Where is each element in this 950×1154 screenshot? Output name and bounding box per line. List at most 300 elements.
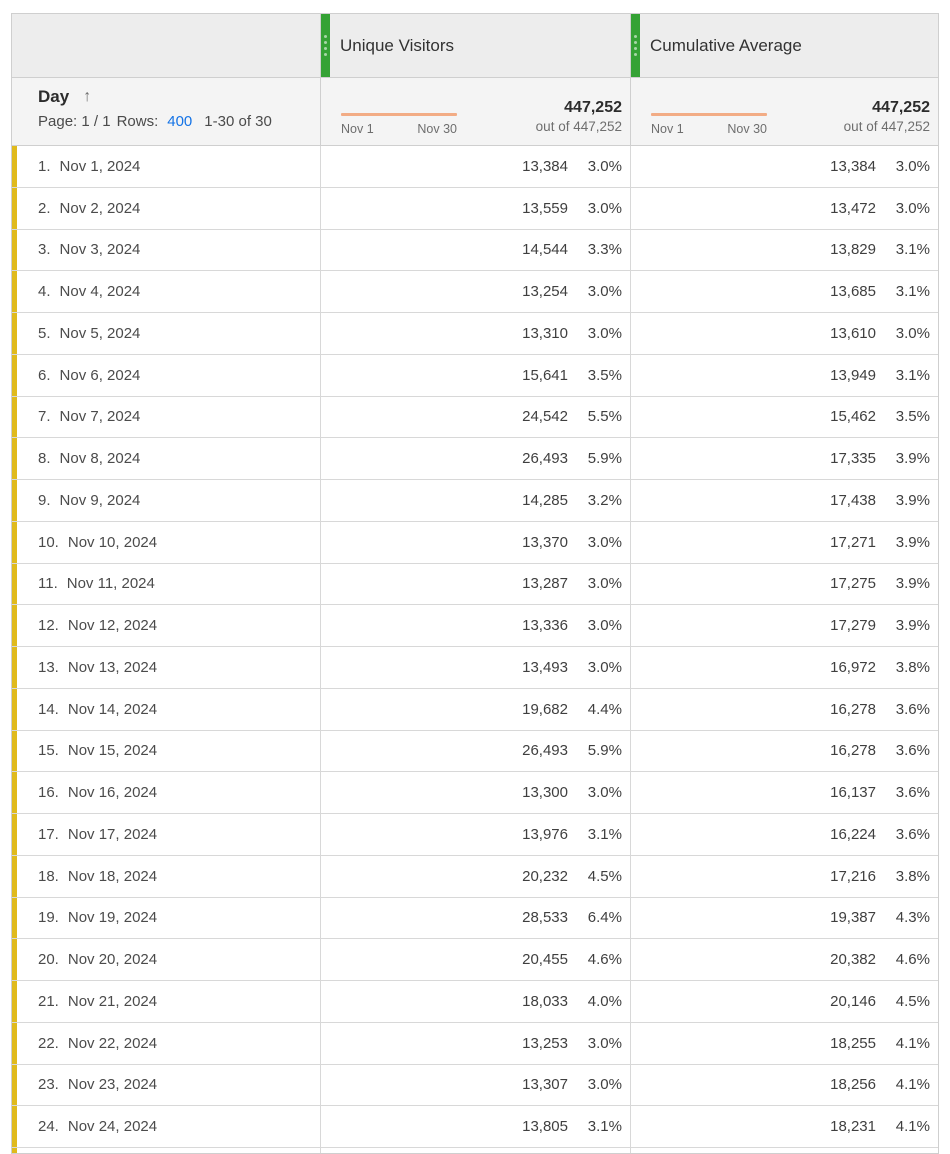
row-marker-stripe [12, 271, 17, 312]
unique-visitors-percent: 4.4% [587, 700, 622, 718]
dimension-cell[interactable] [12, 480, 321, 521]
dimension-cell[interactable] [12, 438, 321, 479]
unique-visitors-value: 13,559 [522, 199, 568, 217]
row-rank: 10. [38, 533, 59, 551]
cumulative-average-value: 18,231 [830, 1118, 876, 1136]
unique-visitors-cell[interactable] [321, 522, 631, 563]
unique-visitors-value: 19,682 [522, 700, 568, 718]
row-date[interactable]: Nov 1, 2024 [59, 157, 141, 175]
table-row [12, 981, 938, 1023]
cumulative-average-cell[interactable] [631, 898, 938, 939]
table-row [12, 438, 938, 480]
cumulative-average-percent: 3.1% [895, 283, 930, 301]
table-body [12, 146, 938, 1148]
cumulative-average-value: 16,278 [830, 700, 876, 718]
unique-visitors-cell[interactable] [321, 397, 631, 438]
unique-visitors-percent: 4.6% [587, 951, 622, 969]
unique-visitors-percent: 3.0% [587, 157, 622, 175]
unique-visitors-cell[interactable] [321, 146, 631, 187]
row-rank: 8. [38, 450, 51, 468]
dimension-cell[interactable] [12, 981, 321, 1022]
cumulative-average-cell[interactable] [631, 146, 938, 187]
cumulative-average-value: 17,335 [830, 450, 876, 468]
cumulative-average-percent: 3.1% [895, 241, 930, 259]
dimension-cell[interactable] [12, 1023, 321, 1064]
cumulative-average-cell[interactable] [631, 1023, 938, 1064]
row-rank: 13. [38, 658, 59, 676]
table-row [12, 1065, 938, 1107]
table-row [12, 1023, 938, 1065]
unique-visitors-percent: 3.2% [587, 491, 622, 509]
row-marker-stripe [12, 313, 17, 354]
cumulative-average-percent: 3.8% [895, 658, 930, 676]
column-drag-handle-icon[interactable] [631, 14, 640, 77]
dimension-cell[interactable] [12, 522, 321, 563]
metric-column-header[interactable] [321, 14, 631, 77]
unique-visitors-cell[interactable] [321, 313, 631, 354]
unique-visitors-percent: 3.3% [587, 241, 622, 259]
cumulative-average-value: 16,137 [830, 784, 876, 802]
row-rank: 20. [38, 951, 59, 969]
metric-total: 447,252 [872, 99, 930, 117]
dimension-cell[interactable] [12, 939, 321, 980]
row-date[interactable]: Nov 2, 2024 [59, 199, 141, 217]
unique-visitors-cell[interactable] [321, 355, 631, 396]
table-row [12, 647, 938, 689]
cumulative-average-percent: 3.1% [895, 366, 930, 384]
row-date[interactable]: Nov 15, 2024 [67, 742, 158, 760]
dimension-header-blank [12, 14, 321, 77]
cumulative-average-value: 17,279 [830, 617, 876, 635]
cumulative-average-cell[interactable] [631, 731, 938, 772]
dimension-cell[interactable] [12, 188, 321, 229]
row-marker-stripe [12, 522, 17, 563]
dimension-cell[interactable] [12, 856, 321, 897]
unique-visitors-percent: 5.9% [587, 742, 622, 760]
unique-visitors-percent: 3.5% [587, 366, 622, 384]
row-rank: 2. [38, 199, 51, 217]
cumulative-average-value: 13,384 [830, 157, 876, 175]
cumulative-average-cell[interactable] [631, 689, 938, 730]
cumulative-average-cell[interactable] [631, 939, 938, 980]
cumulative-average-value: 20,146 [830, 992, 876, 1010]
row-marker-stripe [12, 1148, 17, 1154]
unique-visitors-percent: 3.0% [587, 324, 622, 342]
row-date[interactable]: Nov 10, 2024 [67, 533, 158, 551]
cumulative-average-cell[interactable] [631, 1106, 938, 1147]
unique-visitors-percent: 6.4% [587, 909, 622, 927]
unique-visitors-percent: 3.0% [587, 283, 622, 301]
row-marker-stripe [12, 1106, 17, 1147]
cumulative-average-cell[interactable] [631, 313, 938, 354]
dimension-cell[interactable] [12, 564, 321, 605]
cumulative-average-percent: 3.9% [895, 491, 930, 509]
totals-header-row [12, 78, 938, 146]
unique-visitors-percent: 3.0% [587, 1034, 622, 1052]
cumulative-average-percent: 3.6% [895, 784, 930, 802]
cumulative-average-percent: 3.6% [895, 700, 930, 718]
cumulative-average-cell[interactable] [631, 522, 938, 563]
row-date[interactable]: Nov 12, 2024 [67, 617, 158, 635]
cumulative-average-percent: 3.6% [895, 825, 930, 843]
row-date[interactable]: Nov 4, 2024 [59, 283, 141, 301]
unique-visitors-cell[interactable] [321, 731, 631, 772]
unique-visitors-cell[interactable] [321, 898, 631, 939]
cumulative-average-value: 13,685 [830, 283, 876, 301]
cumulative-average-cell[interactable] [631, 772, 938, 813]
partial-row-metric-cell [321, 1148, 631, 1154]
rows-range: 1-30 of 30 [204, 113, 272, 130]
sparkline-start-label: Nov 1 [341, 122, 374, 136]
trend-sparkline [341, 113, 457, 136]
cumulative-average-percent: 3.0% [895, 199, 930, 217]
table-row [12, 397, 938, 439]
table-row [12, 814, 938, 856]
row-rank: 12. [38, 617, 59, 635]
table-row [12, 480, 938, 522]
cumulative-average-cell[interactable] [631, 188, 938, 229]
row-date[interactable]: Nov 21, 2024 [67, 992, 158, 1010]
table-row [12, 313, 938, 355]
cumulative-average-cell[interactable] [631, 271, 938, 312]
unique-visitors-value: 13,300 [522, 784, 568, 802]
unique-visitors-value: 13,493 [522, 658, 568, 676]
table-row [12, 230, 938, 272]
metric-header-row [12, 14, 938, 78]
dimension-cell[interactable] [12, 814, 321, 855]
cumulative-average-value: 17,216 [830, 867, 876, 885]
cumulative-average-percent: 3.9% [895, 533, 930, 551]
cumulative-average-cell[interactable] [631, 480, 938, 521]
row-marker-stripe [12, 647, 17, 688]
dimension-cell[interactable] [12, 898, 321, 939]
cumulative-average-percent: 3.9% [895, 450, 930, 468]
sparkline-end-label: Nov 30 [727, 122, 767, 136]
row-rank: 1. [38, 157, 51, 175]
unique-visitors-cell[interactable] [321, 772, 631, 813]
unique-visitors-percent: 5.9% [587, 450, 622, 468]
unique-visitors-value: 26,493 [522, 742, 568, 760]
cumulative-average-value: 18,255 [830, 1034, 876, 1052]
metric-column-header[interactable] [631, 14, 938, 77]
row-date[interactable]: Nov 19, 2024 [67, 909, 158, 927]
unique-visitors-value: 14,285 [522, 491, 568, 509]
row-marker-stripe [12, 564, 17, 605]
metric-totals-cell [321, 78, 631, 145]
unique-visitors-value: 13,307 [522, 1076, 568, 1094]
unique-visitors-percent: 3.0% [587, 784, 622, 802]
sparkline-line [651, 113, 767, 116]
cumulative-average-cell[interactable] [631, 438, 938, 479]
pagination-line [38, 113, 320, 130]
unique-visitors-value: 18,033 [522, 992, 568, 1010]
unique-visitors-percent: 3.0% [587, 533, 622, 551]
cumulative-average-percent: 4.6% [895, 951, 930, 969]
row-marker-stripe [12, 731, 17, 772]
row-date[interactable]: Nov 22, 2024 [67, 1034, 158, 1052]
unique-visitors-value: 28,533 [522, 909, 568, 927]
cumulative-average-percent: 3.0% [895, 324, 930, 342]
metric-column-label[interactable]: Cumulative Average [650, 35, 802, 55]
dimension-cell[interactable] [12, 230, 321, 271]
row-rank: 23. [38, 1076, 59, 1094]
unique-visitors-value: 13,287 [522, 575, 568, 593]
row-date[interactable]: Nov 20, 2024 [67, 951, 158, 969]
table-row [12, 689, 938, 731]
row-rank: 4. [38, 283, 51, 301]
row-marker-stripe [12, 939, 17, 980]
unique-visitors-value: 13,253 [522, 1034, 568, 1052]
dimension-cell[interactable] [12, 1106, 321, 1147]
unique-visitors-cell[interactable] [321, 647, 631, 688]
cumulative-average-percent: 4.1% [895, 1034, 930, 1052]
row-rank: 6. [38, 366, 51, 384]
cumulative-average-percent: 4.1% [895, 1118, 930, 1136]
row-marker-stripe [12, 898, 17, 939]
row-marker-stripe [12, 438, 17, 479]
dimension-cell[interactable] [12, 355, 321, 396]
row-date[interactable]: Nov 5, 2024 [59, 324, 141, 342]
cumulative-average-percent: 3.6% [895, 742, 930, 760]
cumulative-average-value: 16,224 [830, 825, 876, 843]
unique-visitors-cell[interactable] [321, 605, 631, 646]
cumulative-average-value: 19,387 [830, 909, 876, 927]
cumulative-average-value: 13,610 [830, 324, 876, 342]
unique-visitors-percent: 4.0% [587, 992, 622, 1010]
metric-column-label[interactable]: Unique Visitors [340, 35, 455, 55]
dimension-cell[interactable] [12, 146, 321, 187]
metric-totals-cell [631, 78, 938, 145]
row-date[interactable]: Nov 16, 2024 [67, 784, 158, 802]
table-row [12, 522, 938, 564]
row-rank: 16. [38, 784, 59, 802]
freeform-table [11, 13, 939, 1154]
rows-label: Rows: [116, 113, 159, 130]
row-rank: 7. [38, 408, 51, 426]
cumulative-average-percent: 3.0% [895, 157, 930, 175]
dimension-cell[interactable] [12, 647, 321, 688]
cumulative-average-percent: 3.5% [895, 408, 930, 426]
row-date[interactable]: Nov 18, 2024 [67, 867, 158, 885]
row-marker-stripe [12, 1023, 17, 1064]
row-rank: 5. [38, 324, 51, 342]
cumulative-average-value: 17,275 [830, 575, 876, 593]
cumulative-average-value: 17,438 [830, 491, 876, 509]
dimension-cell[interactable] [12, 1065, 321, 1106]
unique-visitors-value: 20,232 [522, 867, 568, 885]
cumulative-average-cell[interactable] [631, 355, 938, 396]
row-marker-stripe [12, 605, 17, 646]
partial-row-metric-cell [631, 1148, 938, 1154]
unique-visitors-value: 15,641 [522, 366, 568, 384]
partial-row [12, 1148, 938, 1154]
row-rank: 11. [38, 575, 58, 593]
row-date[interactable]: Nov 8, 2024 [59, 450, 141, 468]
unique-visitors-percent: 3.0% [587, 1076, 622, 1094]
cumulative-average-cell[interactable] [631, 981, 938, 1022]
cumulative-average-cell[interactable] [631, 814, 938, 855]
row-date[interactable]: Nov 3, 2024 [59, 241, 141, 259]
unique-visitors-cell[interactable] [321, 981, 631, 1022]
table-row [12, 939, 938, 981]
unique-visitors-cell[interactable] [321, 480, 631, 521]
table-row [12, 856, 938, 898]
cumulative-average-cell[interactable] [631, 856, 938, 897]
cumulative-average-percent: 4.1% [895, 1076, 930, 1094]
metric-total: 447,252 [564, 99, 622, 117]
unique-visitors-percent: 3.1% [587, 1118, 622, 1136]
row-marker-stripe [12, 689, 17, 730]
partial-row-dimension-cell [12, 1148, 321, 1154]
cumulative-average-cell[interactable] [631, 564, 938, 605]
dimension-cell[interactable] [12, 313, 321, 354]
column-drag-handle-icon[interactable] [321, 14, 330, 77]
row-rank: 22. [38, 1034, 59, 1052]
row-marker-stripe [12, 146, 17, 187]
table-row [12, 355, 938, 397]
row-date[interactable]: Nov 7, 2024 [59, 408, 141, 426]
unique-visitors-percent: 3.0% [587, 658, 622, 676]
unique-visitors-percent: 3.1% [587, 825, 622, 843]
row-marker-stripe [12, 772, 17, 813]
unique-visitors-percent: 3.0% [587, 617, 622, 635]
rows-per-page-link[interactable]: 400 [167, 113, 193, 130]
table-row [12, 731, 938, 773]
table-row [12, 1106, 938, 1148]
dimension-cell[interactable] [12, 271, 321, 312]
unique-visitors-percent: 4.5% [587, 867, 622, 885]
unique-visitors-percent: 5.5% [587, 408, 622, 426]
cumulative-average-value: 16,972 [830, 658, 876, 676]
cumulative-average-value: 13,472 [830, 199, 876, 217]
row-date[interactable]: Nov 6, 2024 [59, 366, 141, 384]
unique-visitors-value: 24,542 [522, 408, 568, 426]
trend-sparkline [651, 113, 767, 136]
metric-out-of: out of 447,252 [535, 119, 622, 135]
row-date[interactable]: Nov 24, 2024 [67, 1118, 158, 1136]
cumulative-average-percent: 3.9% [895, 575, 930, 593]
page-indicator: Page: 1 / 1 [38, 113, 111, 130]
unique-visitors-cell[interactable] [321, 939, 631, 980]
row-marker-stripe [12, 856, 17, 897]
unique-visitors-value: 13,805 [522, 1118, 568, 1136]
unique-visitors-cell[interactable] [321, 230, 631, 271]
row-date[interactable]: Nov 23, 2024 [67, 1076, 158, 1094]
row-rank: 24. [38, 1118, 59, 1136]
unique-visitors-cell[interactable] [321, 271, 631, 312]
row-date[interactable]: Nov 14, 2024 [67, 700, 158, 718]
unique-visitors-value: 13,384 [522, 157, 568, 175]
dimension-cell[interactable] [12, 397, 321, 438]
table-row [12, 605, 938, 647]
sparkline-line [341, 113, 457, 116]
cumulative-average-value: 13,949 [830, 366, 876, 384]
row-marker-stripe [12, 1065, 17, 1106]
unique-visitors-cell[interactable] [321, 814, 631, 855]
unique-visitors-cell[interactable] [321, 689, 631, 730]
unique-visitors-value: 20,455 [522, 951, 568, 969]
cumulative-average-cell[interactable] [631, 605, 938, 646]
unique-visitors-cell[interactable] [321, 856, 631, 897]
table-row [12, 564, 938, 606]
dimension-cell[interactable] [12, 731, 321, 772]
cumulative-average-value: 20,382 [830, 951, 876, 969]
row-rank: 14. [38, 700, 59, 718]
unique-visitors-percent: 3.0% [587, 199, 622, 217]
table-row [12, 271, 938, 313]
table-row [12, 898, 938, 940]
cumulative-average-cell[interactable] [631, 647, 938, 688]
cumulative-average-value: 13,829 [830, 241, 876, 259]
cumulative-average-cell[interactable] [631, 397, 938, 438]
row-date[interactable]: Nov 9, 2024 [59, 491, 141, 509]
row-marker-stripe [12, 188, 17, 229]
sort-ascending-icon[interactable]: ↑ [83, 88, 92, 105]
row-date[interactable]: Nov 13, 2024 [67, 658, 158, 676]
sparkline-start-label: Nov 1 [651, 122, 684, 136]
row-rank: 21. [38, 992, 59, 1010]
table-row [12, 772, 938, 814]
unique-visitors-value: 13,310 [522, 324, 568, 342]
cumulative-average-value: 15,462 [830, 408, 876, 426]
dimension-cell[interactable] [12, 605, 321, 646]
row-marker-stripe [12, 397, 17, 438]
unique-visitors-value: 13,370 [522, 533, 568, 551]
cumulative-average-percent: 3.8% [895, 867, 930, 885]
dimension-cell[interactable] [12, 772, 321, 813]
cumulative-average-value: 17,271 [830, 533, 876, 551]
row-date[interactable]: Nov 17, 2024 [67, 825, 158, 843]
row-rank: 3. [38, 241, 51, 259]
unique-visitors-cell[interactable] [321, 1106, 631, 1147]
cumulative-average-percent: 3.9% [895, 617, 930, 635]
metric-out-of: out of 447,252 [843, 119, 930, 135]
unique-visitors-value: 13,976 [522, 825, 568, 843]
unique-visitors-value: 14,544 [522, 241, 568, 259]
unique-visitors-cell[interactable] [321, 1023, 631, 1064]
sparkline-end-label: Nov 30 [417, 122, 457, 136]
unique-visitors-cell[interactable] [321, 1065, 631, 1106]
dimension-cell[interactable] [12, 689, 321, 730]
row-marker-stripe [12, 230, 17, 271]
row-rank: 18. [38, 867, 59, 885]
row-marker-stripe [12, 981, 17, 1022]
row-marker-stripe [12, 480, 17, 521]
unique-visitors-cell[interactable] [321, 564, 631, 605]
unique-visitors-cell[interactable] [321, 188, 631, 229]
row-marker-stripe [12, 814, 17, 855]
unique-visitors-value: 13,254 [522, 283, 568, 301]
row-marker-stripe [12, 355, 17, 396]
cumulative-average-cell[interactable] [631, 1065, 938, 1106]
table-row [12, 146, 938, 188]
row-date[interactable]: Nov 11, 2024 [66, 575, 155, 593]
row-rank: 9. [38, 491, 51, 509]
unique-visitors-cell[interactable] [321, 438, 631, 479]
row-rank: 19. [38, 909, 59, 927]
dimension-header-cell [12, 78, 321, 145]
cumulative-average-cell[interactable] [631, 230, 938, 271]
dimension-title[interactable]: Day [38, 87, 70, 106]
unique-visitors-value: 13,336 [522, 617, 568, 635]
cumulative-average-percent: 4.3% [895, 909, 930, 927]
table-row [12, 188, 938, 230]
row-rank: 15. [38, 742, 59, 760]
cumulative-average-value: 18,256 [830, 1076, 876, 1094]
cumulative-average-percent: 4.5% [895, 992, 930, 1010]
unique-visitors-value: 26,493 [522, 450, 568, 468]
row-rank: 17. [38, 825, 59, 843]
